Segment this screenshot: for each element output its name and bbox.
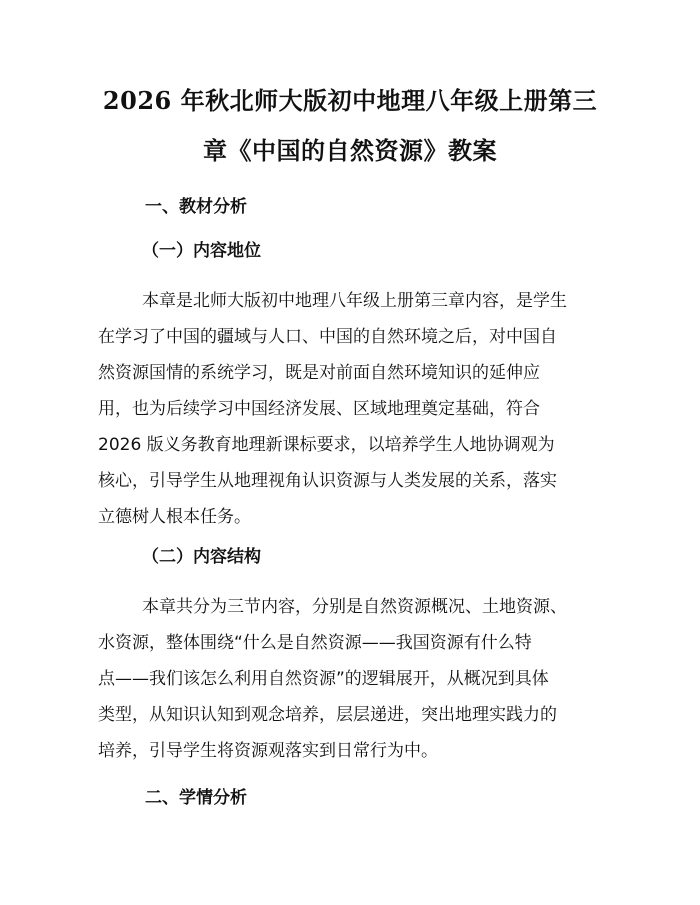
paragraph-line: 立德树人根本任务。 — [98, 507, 251, 527]
paragraph-line: 2026 版义务教育地理新课标要求，以培养学生人地协调观为 — [98, 435, 555, 455]
document-title-line-1: 2026 年秋北师大版初中地理八年级上册第三 — [102, 86, 598, 115]
paragraph-line: 本章是北师大版初中地理八年级上册第三章内容，是学生 — [142, 291, 567, 311]
paragraph-line: 培养，引导学生将资源观落实到日常行为中。 — [98, 741, 438, 761]
paragraph-line: 用，也为后续学习中国经济发展、区域地理奠定基础，符合 — [98, 399, 540, 419]
paragraph-line: 点——我们该怎么利用自然资源”的逻辑展开，从概况到具体 — [98, 669, 549, 689]
document-title-line-2: 章《中国的自然资源》教案 — [203, 136, 497, 165]
paragraph-line: 类型，从知识认知到观念培养，层层递进，突出地理实践力的 — [98, 705, 557, 725]
paragraph-line: 在学习了中国的疆域与人口、中国的自然环境之后，对中国自 — [98, 327, 557, 347]
paragraph-line: 水资源，整体围绕“什么是自然资源——我国资源有什么特 — [98, 633, 532, 653]
paragraph-line: 核心，引导学生从地理视角认识资源与人类发展的关系，落实 — [98, 471, 557, 491]
section-heading-textbook-analysis: 一、教材分析 — [145, 197, 247, 217]
subsection-heading-content-position: （一）内容地位 — [142, 241, 261, 261]
section-heading-student-analysis: 二、学情分析 — [145, 788, 247, 808]
subsection-heading-content-structure: （二）内容结构 — [142, 547, 261, 567]
paragraph-line: 本章共分为三节内容，分别是自然资源概况、土地资源、 — [142, 597, 567, 617]
paragraph-line: 然资源国情的系统学习，既是对前面自然环境知识的延伸应 — [98, 363, 540, 383]
